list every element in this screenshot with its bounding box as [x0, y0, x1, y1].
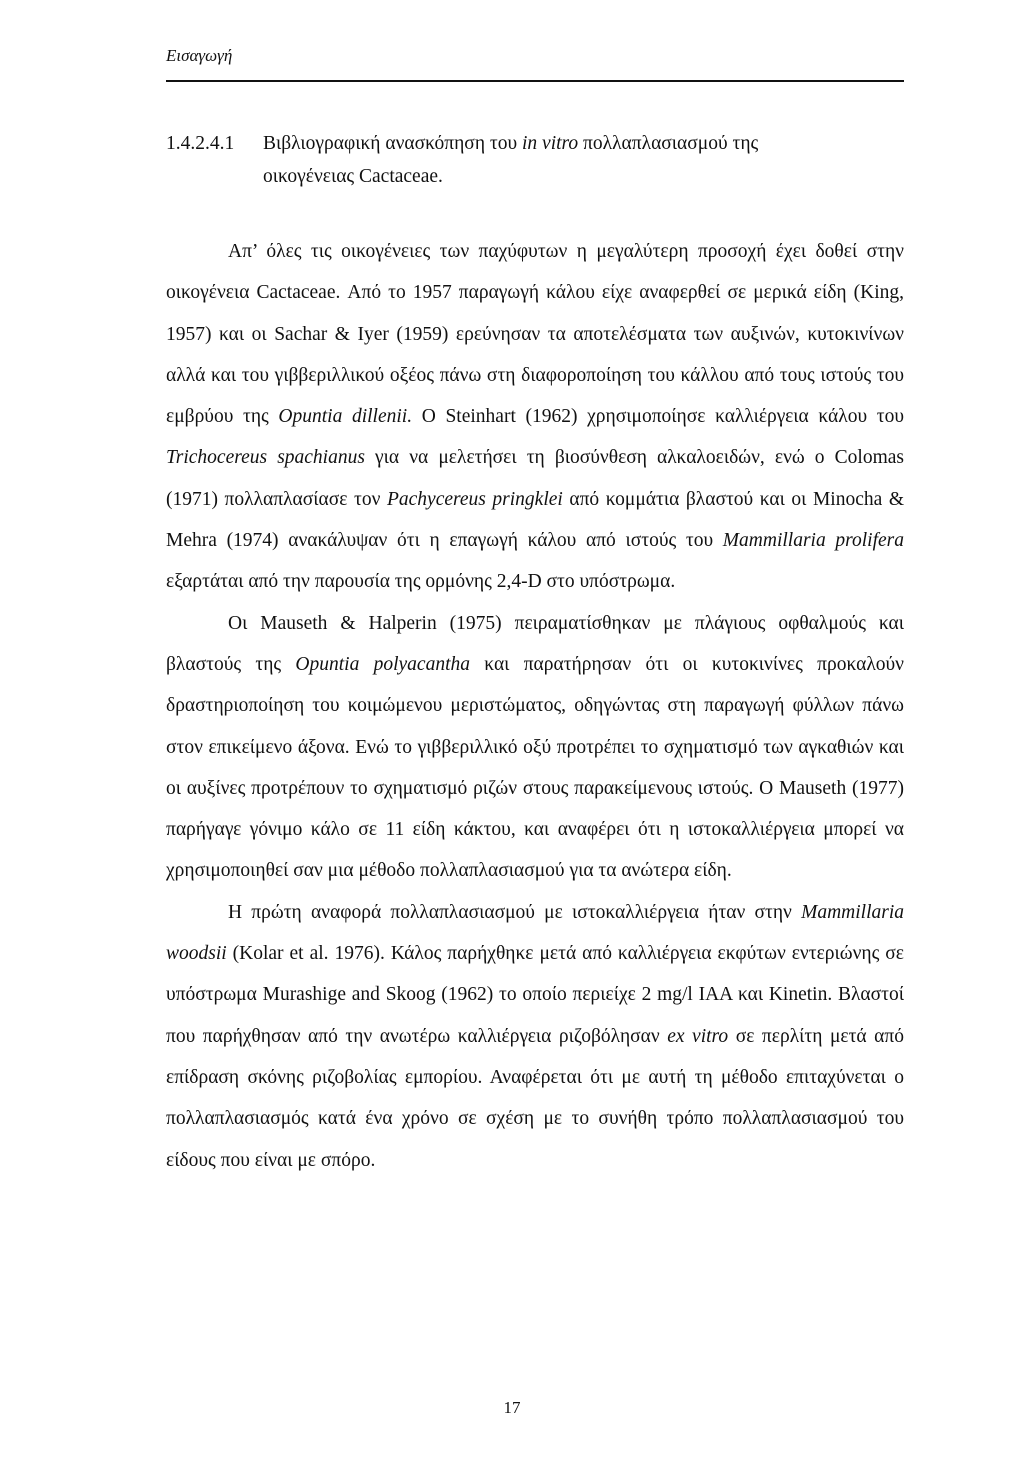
p2-text-1: Οι Mauseth & Halperin (1975) πειραματίσθηκαν με πλάγιους οφθαλμούς και βλαστούς της [166, 612, 904, 675]
section-title-in-vitro: in vitro [522, 133, 579, 154]
section-number: 1.4.2.4.1 [166, 133, 235, 154]
p1-text-5: εξαρτάται από την παρουσία της ορμόνης 2,4-D στο υπόστρωμα. [166, 571, 676, 593]
p1-species-4: Mammillaria prolifera [722, 530, 904, 552]
p1-species-1: Opuntia dillenii. [278, 406, 413, 428]
p2-species-1: Opuntia polyacantha [295, 653, 471, 675]
p1-text-2: O Steinhart (1962) χρησιμοποίησε καλλιέργεια κάλου του [412, 406, 904, 428]
section-title-part1: Βιβλιογραφική ανασκόπηση του [263, 133, 518, 154]
paragraph-2 [166, 603, 904, 892]
p1-text-1: Απ’ όλες τις οικογένειες των παχύφυτων η μεγαλύτερη προσοχή έχει δοθεί στην οικογένεια Cactaceae. Από το 1957 παραγωγή κάλου είχε αναφερθεί σε μερικά είδη (King, 1957) και οι Sachar & Iyer (1959) ερεύνησαν τα αποτελέσματα των αυξινών, κυτοκινίνων αλλά και του γιββεριλλικού οξέος πάνω στη διαφοροποίηση του κάλλου από τους ιστούς του εμβρύου της [166, 241, 904, 428]
body-text [166, 231, 904, 1181]
p3-species-1: Mammillaria woodsii [166, 901, 904, 965]
section-title-part2: πολλαπλασιασμού της [583, 133, 759, 154]
p3-text-3: σε περλίτη μετά από επίδραση σκόνης ριζοβολίας εμπορίου. Αναφέρεται ότι με αυτή τη μέθοδο επιταχύνεται ο πολλαπλασιασμός κατά ένα χρόνο σε σχέση με το συνήθη τρόπο πολλαπλασιασμού του είδους που είναι με σπόρο. [166, 1025, 904, 1171]
p1-text-3: για να μελετήσει τη βιοσύνθεση αλκαλοειδών, ενώ ο Colomas (1971) πολλαπλασίασε τον [166, 447, 904, 510]
page-number: 17 [503, 1398, 521, 1417]
section-title-line2: οικογένειας Cactaceae. [263, 166, 443, 187]
p3-text-1: Η πρώτη αναφορά πολλαπλασιασμού με ιστοκαλλιέργεια ήταν στην [228, 901, 802, 923]
p1-species-3: Pachycereus pringklei [386, 488, 563, 510]
p1-text-4: από κομμάτια βλαστού και οι Minocha & Mehra (1974) ανακάλυψαν ότι η επαγωγή κάλου από ιστούς του [166, 488, 904, 552]
running-header: Εισαγωγή [166, 46, 233, 65]
p3-ex-vitro: ex vitro [667, 1025, 729, 1047]
section-heading [166, 124, 906, 164]
p2-text-2: και παρατήρησαν ότι οι κυτοκινίνες προκαλούν δραστηριοποίηση του κοιμώμενου μεριστώματος, οδηγώντας στη παραγωγή φύλλων πάνω στον επικείμενο άξονα. Ενώ το γιββεριλλικό οξύ προτρέπει το σχηματισμό των αγκαθιών και οι αυξίνες προτρέπουν το σχηματισμό ριζών στους παρακείμενους ιστούς. O Mauseth (1977) παρήγαγε γόνιμο κάλο σε 11 είδη κάκτου, και αναφέρει ότι η ιστοκαλλιέργεια μπορεί να χρησιμοποιηθεί σαν μια μέθοδο πολλαπλασιασμού για τα ανώτερα είδη. [166, 653, 904, 882]
paragraph-3 [166, 892, 904, 1181]
paragraph-1 [166, 231, 904, 603]
p3-text-2: (Kolar et al. 1976). Κάλος παρήχθηκε μετά από καλλιέργεια εκφύτων εντεριώνης σε υπόστρωμα Murashige and Skoog (1962) το οποίο περιείχε 2 mg/l IAA και Kinetin. Βλαστοί που παρήχθησαν από την ανωτέρω καλλιέργεια ριζοβόλησαν [166, 943, 904, 1047]
p1-species-2: Trichocereus spachianus [166, 447, 365, 469]
header-rule [166, 80, 904, 82]
